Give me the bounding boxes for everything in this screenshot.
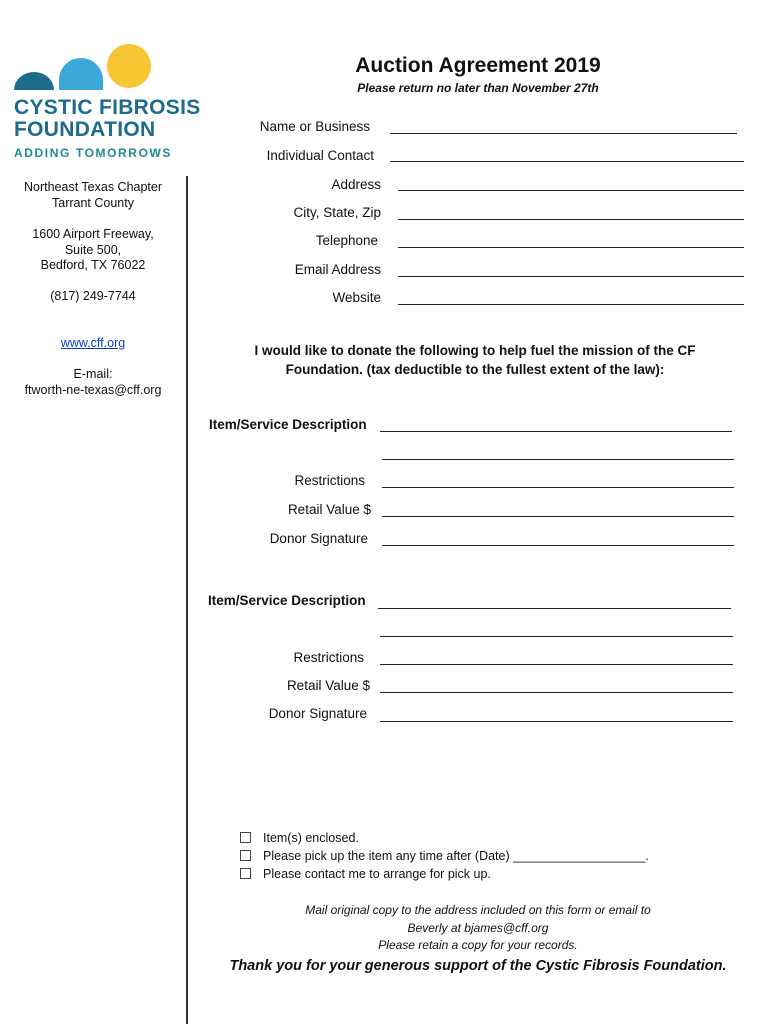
item-2-description-field-2[interactable]	[380, 636, 733, 637]
mail-line-1: Mail original copy to the address included on this form or email to	[305, 903, 651, 917]
item-2-description-field[interactable]	[378, 608, 731, 609]
name-field[interactable]	[390, 133, 737, 134]
donation-statement-line-1: I would like to donate the following to help fuel the mission of the CF	[254, 343, 696, 358]
logo-line-1: CYSTIC FIBROSIS	[14, 96, 201, 119]
checkbox-label: Please contact me to arrange for pick up.	[263, 867, 491, 881]
item-1-retail-value-field[interactable]	[382, 516, 734, 517]
telephone-label: Telephone	[315, 233, 378, 248]
email-address-field[interactable]	[398, 276, 744, 277]
item-2-signature-field[interactable]	[380, 721, 733, 722]
logo-tagline: ADDING TOMORROWS	[14, 146, 173, 160]
logo-line-2: FOUNDATION	[14, 118, 156, 141]
item-1-description-label: Item/Service Description	[209, 417, 367, 432]
item-1-signature-field[interactable]	[382, 545, 734, 546]
checkbox-icon[interactable]	[240, 868, 251, 879]
city-state-zip-field[interactable]	[398, 219, 744, 220]
website-link-wrap	[0, 336, 186, 352]
address-field[interactable]	[398, 190, 744, 191]
address-label: Address	[331, 177, 381, 192]
checkbox-contact-for-pickup[interactable]	[240, 867, 491, 881]
email-block	[0, 367, 186, 398]
sidebar-divider	[186, 176, 188, 1024]
item-2-restrictions-field[interactable]	[380, 664, 733, 665]
website-link[interactable]: www.cff.org	[60, 336, 126, 350]
chapter-info	[0, 180, 186, 211]
item-1-description-field-2[interactable]	[382, 459, 734, 460]
item-2-retail-value-field[interactable]	[380, 692, 733, 693]
mail-instructions	[186, 902, 770, 955]
item-1-signature-label: Donor Signature	[269, 531, 368, 546]
thank-you-note: Thank you for your generous support of the Cystic Fibrosis Foundation.	[229, 958, 727, 974]
page-title: Auction Agreement 2019	[355, 54, 601, 77]
email-label: E-mail:	[73, 367, 113, 381]
email-address-label: Email Address	[294, 262, 381, 277]
city-state-zip-label: City, State, Zip	[293, 205, 381, 220]
address-line-3: Bedford, TX 76022	[40, 258, 146, 272]
item-1-description-field[interactable]	[380, 431, 732, 432]
name-label: Name or Business	[259, 119, 370, 134]
chapter-line-1: Northeast Texas Chapter	[23, 180, 163, 194]
mail-line-3: Please retain a copy for your records.	[378, 938, 578, 952]
donation-statement-line-2: Foundation. (tax deductible to the fullest extent of the law):	[285, 362, 665, 377]
item-1-retail-value-label: Retail Value $	[287, 502, 371, 517]
checkbox-items-enclosed[interactable]	[240, 831, 359, 845]
chapter-phone: (817) 249-7744	[50, 289, 136, 303]
item-2-description-label: Item/Service Description	[208, 593, 366, 608]
contact-field[interactable]	[390, 161, 744, 162]
checkbox-label: Item(s) enclosed.	[263, 831, 359, 845]
checkbox-icon[interactable]	[240, 850, 251, 861]
chapter-line-2: Tarrant County	[52, 195, 134, 210]
item-2-signature-label: Donor Signature	[268, 706, 367, 721]
chapter-address	[0, 227, 186, 274]
address-line-1: 1600 Airport Freeway,	[32, 227, 154, 241]
donation-statement	[230, 341, 720, 379]
website-label: Website	[332, 290, 381, 305]
foundation-logo-icon	[12, 40, 162, 96]
telephone-field[interactable]	[398, 247, 744, 248]
checkbox-pick-up-after-date[interactable]	[240, 849, 649, 863]
checkbox-label: Please pick up the item any time after (Date) ___________________.	[263, 849, 649, 863]
item-2-restrictions-label: Restrictions	[293, 650, 364, 665]
mail-line-2: Beverly at bjames@cff.org	[407, 920, 549, 935]
item-2-retail-value-label: Retail Value $	[286, 678, 370, 693]
return-deadline: Please return no later than November 27th	[357, 81, 599, 95]
contact-label: Individual Contact	[266, 148, 374, 163]
item-1-restrictions-field[interactable]	[382, 487, 734, 488]
website-field[interactable]	[398, 304, 744, 305]
checkbox-icon[interactable]	[240, 832, 251, 843]
item-1-restrictions-label: Restrictions	[294, 473, 365, 488]
address-line-2: Suite 500,	[64, 242, 122, 257]
email-address: ftworth-ne-texas@cff.org	[24, 382, 162, 397]
